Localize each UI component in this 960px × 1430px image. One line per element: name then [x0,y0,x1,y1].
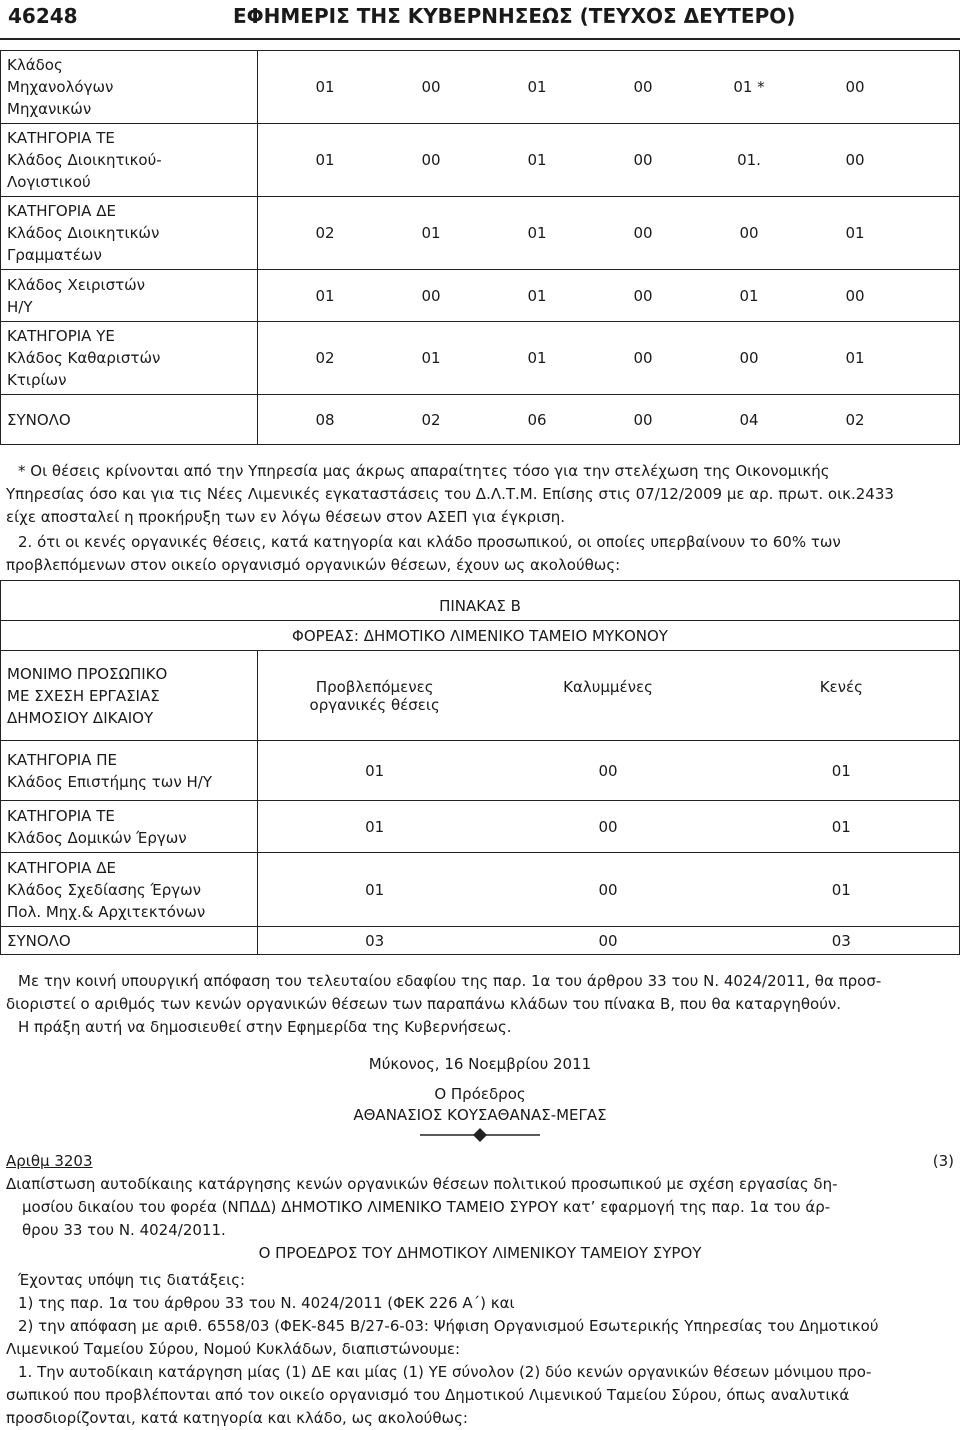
table-row-total [1,927,960,955]
table-agency-row [1,621,960,651]
table-row [1,322,960,395]
act-number-row [6,1150,956,1173]
table-title: ΠΙΝΑΚΑΣ Β [1,581,960,621]
table-row-total [1,395,960,445]
row-values: 01 00 01 [258,801,960,853]
col-provided: Προβλεπόμενες οργανικές θέσεις [309,677,440,714]
table-head-row [1,651,960,741]
row-values: 01 00 01 [258,853,960,927]
paragraph-2: 2. ότι οι κενές οργανικές θέσεις, κατά κατηγορία και κλάδο προσωπικού, οι οποίες υπερβαίνουν το 60% των προβλεπόμενων στον οικείο οργανισμό οργανικών θέσεων, έχουν ως ακολούθως: [6,533,841,574]
row-label: ΣΥΝΟΛΟ [1,927,258,955]
row-label: ΚΑΤΗΓΟΡΙΑ ΤΕ Κλάδος Δομικών Έργων [1,801,258,853]
positions-table-a [0,50,960,445]
positions-table-b [0,580,960,955]
row-label: ΚΑΤΗΓΟΡΙΑ ΔΕ Κλάδος Σχεδίασης Έργων Πολ. Μηχ.& Αρχιτεκτόνων [1,853,258,927]
act-subject: Διαπίστωση αυτοδίκαιης κατάργησης κενών οργανικών θέσεων πολιτικού προσωπικού με σχέση εργασίας δη- μοσίου δικαίου του φορέα (ΝΠΔΔ) ΔΗΜΟΤΙΚΟ ΛΙΜΕΝΙΚΟ ΤΑΜΕΙΟ ΣΥΡΟΥ κατ’ εφαρμογή της παρ. 1α του άρ- θρου 33 του Ν. 4024/2011. [6,1175,838,1239]
decision-paragraph: Με την κοινή υπουργική απόφαση του τελευταίου εδαφίου της παρ. 1α του άρθρου 33 του Ν. 4024/2011, θα προσ- διοριστεί ο αριθμός των κενών οργανικών θέσεων των παραπάνω κλάδων του πίνακα Β, που θα καταργηθούν. Η πράξη αυτή να δημοσιευθεί στην Εφημερίδα της Κυβερνήσεως. [6,972,882,1036]
table-agency: ΦΟΡΕΑΣ: ΔΗΜΟΤΙΚΟ ΛΙΜΕΝΙΚΟ ΤΑΜΕΙΟ ΜΥΚΟΝΟΥ [1,621,960,651]
row-values: 02 01 01 00 00 01 [258,197,960,270]
table-row [1,197,960,270]
header-rule [0,38,960,40]
row-values: 01 00 01 00 01. 00 [258,124,960,197]
head-columns [258,651,960,741]
table-row [1,124,960,197]
row-values: 01 00 01 [258,741,960,801]
section-divider [0,1125,960,1145]
row-values: 08 02 06 00 04 02 [258,395,960,445]
row-label: ΣΥΝΟΛΟ [1,395,258,445]
row-label: ΚΑΤΗΓΟΡΙΑ ΠΕ Κλάδος Επιστήμης των Η/Υ [1,741,258,801]
act-body: Έχοντας υπόψη τις διατάξεις: 1) της παρ. 1α του άρθρου 33 του Ν. 4024/2011 (ΦΕΚ 226 Α΄) και 2) την απόφαση με αριθ. 6558/03 (ΦΕΚ-845 Β/27-6-03: Ψήφιση Οργανισμού Εσωτερικής Υπηρεσίας του Δημοτικού Λιμενικού Ταμείου Σύρου, Νομού Κυκλάδων, διαπιστώνουμε: 1. Την αυτοδίκαιη κατάργηση μίας (1) ΔΕ και μίας (1) ΥΕ σύνολον (2) δύο κενών οργανικών θέσεων μόνιμου προ- σωπικού που προβλέπονται από τον οικείο οργανισμό του Δημοτικού Λιμενικού Ταμείου Σύρου, όπως αναλυτικά προσδιορίζονται, κατά κατηγορία και κλάδο, ως ακολούθως: [6,1271,879,1427]
row-label: Κλάδος Χειριστών Η/Υ [1,270,258,322]
col-filled: Καλυμμένες [563,677,653,696]
row-values: 03 00 03 [258,927,960,955]
page-header [0,0,960,40]
act-seq: (3) [932,1152,954,1170]
table-row [1,801,960,853]
note-paragraph: * Οι θέσεις κρίνονται από την Υπηρεσία μας άκρως απαραίτητες τόσο για την στελέχωση της Οικονομικής Υπηρεσίας όσο και για τις Νέες Λιμενικές εγκαταστάσεις του Δ.Λ.Τ.Μ. Επίσης στις 07/12/2009 με αρ. πρωτ. οικ.2433 είχε αποσταλεί η προκήρυξη των εν λόγω θέσεων στον ΑΣΕΠ για έγκριση. [6,462,894,526]
row-label: ΚΑΤΗΓΟΡΙΑ ΤΕ Κλάδος Διοικητικού- Λογιστικού [1,124,258,197]
signature-name: ΑΘΑΝΑΣΙΟΣ ΚΟΥΣΑΘΑΝΑΣ-ΜΕΓΑΣ [353,1106,607,1124]
signature-place-date: Μύκονος, 16 Νοεμβρίου 2011 [368,1055,592,1073]
row-label: Κλάδος Μηχανολόγων Μηχανικών [1,51,258,124]
table-row [1,741,960,801]
col-vacant: Κενές [819,677,863,696]
signature-role: Ο Πρόεδρος [434,1085,526,1103]
row-label: ΚΑΤΗΓΟΡΙΑ ΔΕ Κλάδος Διοικητικών Γραμματέων [1,197,258,270]
page-number: 46248 [8,4,78,28]
table-title-row [1,581,960,621]
gazette-title: ΕΦΗΜΕΡΙΣ ΤΗΣ ΚΥΒΕΡΝΗΣΕΩΣ (ΤΕΥΧΟΣ ΔΕΥΤΕΡΟ) [233,4,796,28]
row-values: 01 00 01 00 01 00 [258,270,960,322]
table-row [1,853,960,927]
table-row [1,270,960,322]
row-values: 01 00 01 00 01 * 00 [258,51,960,124]
act-number: Αριθμ 3203 [6,1152,93,1170]
head-label: ΜΟΝΙΜΟ ΠΡΟΣΩΠΙΚΟ ΜΕ ΣΧΕΣΗ ΕΡΓΑΣΙΑΣ ΔΗΜΟΣΙΟΥ ΔΙΚΑΙΟΥ [1,651,258,741]
row-values: 02 01 01 00 00 01 [258,322,960,395]
table-row [1,51,960,124]
act-heading: Ο ΠΡΟΕΔΡΟΣ ΤΟΥ ΔΗΜΟΤΙΚΟΥ ΛΙΜΕΝΙΚΟΥ ΤΑΜΕΙΟΥ ΣΥΡΟΥ [258,1244,702,1262]
row-label: ΚΑΤΗΓΟΡΙΑ ΥΕ Κλάδος Καθαριστών Κτιρίων [1,322,258,395]
